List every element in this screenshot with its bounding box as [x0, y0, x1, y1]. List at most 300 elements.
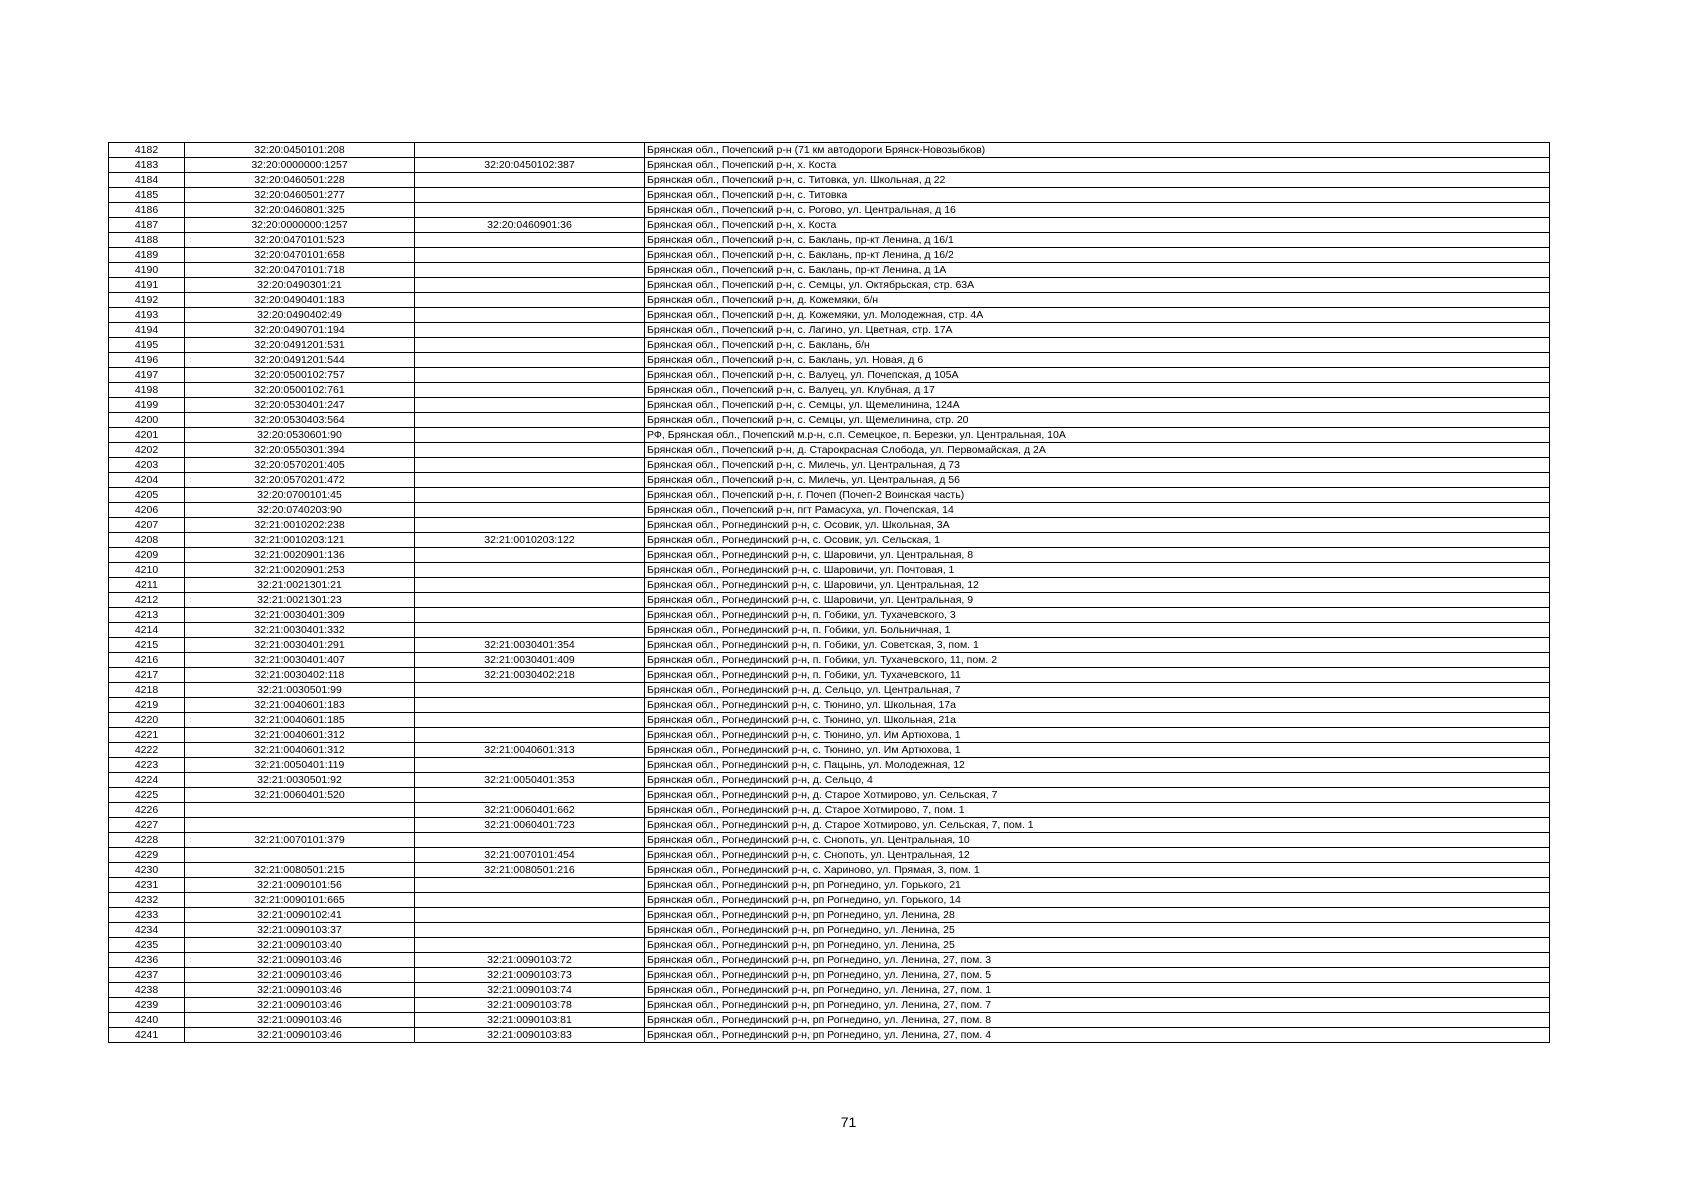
cadastral-number-cell: 32:21:0080501:215 — [185, 863, 415, 878]
related-cadastral-number-cell: 32:21:0090103:78 — [415, 998, 645, 1013]
table-row — [109, 428, 1550, 443]
page-number: 71 — [840, 1114, 857, 1130]
table-row — [109, 908, 1550, 923]
address-cell: Брянская обл., Рогнединский р-н, с. Шаровичи, ул. Центральная, 9 — [645, 593, 1550, 608]
address-cell: Брянская обл., Рогнединский р-н, с. Тюнино, ул. Им Артюхова, 1 — [645, 743, 1550, 758]
table-row — [109, 158, 1550, 173]
cadastral-number-cell: 32:21:0010202:238 — [185, 518, 415, 533]
related-cadastral-number-cell — [415, 143, 645, 158]
table-row — [109, 713, 1550, 728]
related-cadastral-number-cell — [415, 683, 645, 698]
row-number-cell: 4206 — [109, 503, 185, 518]
cadastral-number-cell: 32:20:0460801:325 — [185, 203, 415, 218]
address-cell: Брянская обл., Рогнединский р-н, с. Шаровичи, ул. Центральная, 12 — [645, 578, 1550, 593]
related-cadastral-number-cell — [415, 338, 645, 353]
row-number-cell: 4205 — [109, 488, 185, 503]
related-cadastral-number-cell — [415, 293, 645, 308]
address-cell: Брянская обл., Почепский р-н, с. Валуец, ул. Клубная, д 17 — [645, 383, 1550, 398]
row-number-cell: 4219 — [109, 698, 185, 713]
row-number-cell: 4197 — [109, 368, 185, 383]
table-row — [109, 653, 1550, 668]
table-row — [109, 308, 1550, 323]
table-row — [109, 593, 1550, 608]
cadastral-number-cell: 32:20:0530401:247 — [185, 398, 415, 413]
table-row — [109, 413, 1550, 428]
row-number-cell: 4193 — [109, 308, 185, 323]
table-row — [109, 803, 1550, 818]
row-number-cell: 4187 — [109, 218, 185, 233]
row-number-cell: 4183 — [109, 158, 185, 173]
cadastral-number-cell: 32:21:0021301:21 — [185, 578, 415, 593]
cadastral-number-cell: 32:21:0090103:46 — [185, 1028, 415, 1043]
address-cell: Брянская обл., Почепский р-н, с. Баклань, пр-кт Ленина, д 16/1 — [645, 233, 1550, 248]
table-row — [109, 998, 1550, 1013]
related-cadastral-number-cell: 32:21:0090103:74 — [415, 983, 645, 998]
row-number-cell: 4215 — [109, 638, 185, 653]
related-cadastral-number-cell — [415, 593, 645, 608]
address-cell: Брянская обл., Рогнединский р-н, д. Старое Хотмирово, ул. Сельская, 7, пом. 1 — [645, 818, 1550, 833]
row-number-cell: 4201 — [109, 428, 185, 443]
address-cell: Брянская обл., Рогнединский р-н, рп Рогнедино, ул. Ленина, 28 — [645, 908, 1550, 923]
row-number-cell: 4209 — [109, 548, 185, 563]
address-cell: Брянская обл., Рогнединский р-н, рп Рогнедино, ул. Ленина, 25 — [645, 923, 1550, 938]
row-number-cell: 4224 — [109, 773, 185, 788]
cadastral-number-cell: 32:20:0530403:564 — [185, 413, 415, 428]
cadastral-number-cell: 32:21:0090103:46 — [185, 983, 415, 998]
table-row — [109, 968, 1550, 983]
related-cadastral-number-cell — [415, 758, 645, 773]
cadastral-number-cell: 32:21:0021301:23 — [185, 593, 415, 608]
row-number-cell: 4232 — [109, 893, 185, 908]
table-row — [109, 638, 1550, 653]
cadastral-number-cell — [185, 848, 415, 863]
related-cadastral-number-cell: 32:21:0060401:723 — [415, 818, 645, 833]
table-row — [109, 848, 1550, 863]
row-number-cell: 4223 — [109, 758, 185, 773]
related-cadastral-number-cell: 32:21:0080501:216 — [415, 863, 645, 878]
cadastral-number-cell: 32:21:0010203:121 — [185, 533, 415, 548]
row-number-cell: 4184 — [109, 173, 185, 188]
table-row — [109, 518, 1550, 533]
cadastral-number-cell: 32:20:0000000:1257 — [185, 218, 415, 233]
address-cell: Брянская обл., Рогнединский р-н, рп Рогнедино, ул. Ленина, 27, пом. 5 — [645, 968, 1550, 983]
related-cadastral-number-cell: 32:21:0090103:81 — [415, 1013, 645, 1028]
related-cadastral-number-cell — [415, 413, 645, 428]
row-number-cell: 4200 — [109, 413, 185, 428]
related-cadastral-number-cell — [415, 233, 645, 248]
cadastral-number-cell: 32:20:0491201:531 — [185, 338, 415, 353]
row-number-cell: 4186 — [109, 203, 185, 218]
cadastral-number-cell — [185, 818, 415, 833]
row-number-cell: 4214 — [109, 623, 185, 638]
cadastral-number-cell: 32:20:0740203:90 — [185, 503, 415, 518]
related-cadastral-number-cell: 32:21:0060401:662 — [415, 803, 645, 818]
row-number-cell: 4217 — [109, 668, 185, 683]
row-number-cell: 4231 — [109, 878, 185, 893]
related-cadastral-number-cell: 32:21:0030401:354 — [415, 638, 645, 653]
cadastral-number-cell: 32:21:0030401:332 — [185, 623, 415, 638]
table-row — [109, 878, 1550, 893]
cadastral-number-cell: 32:20:0490701:194 — [185, 323, 415, 338]
address-cell: Брянская обл., Рогнединский р-н, д. Старое Хотмирово, ул. Сельская, 7 — [645, 788, 1550, 803]
related-cadastral-number-cell — [415, 938, 645, 953]
table-row — [109, 608, 1550, 623]
registry-table-container — [108, 142, 1549, 1043]
row-number-cell: 4227 — [109, 818, 185, 833]
related-cadastral-number-cell — [415, 908, 645, 923]
row-number-cell: 4241 — [109, 1028, 185, 1043]
address-cell: Брянская обл., Почепский р-н, с. Баклань, б/н — [645, 338, 1550, 353]
row-number-cell: 4211 — [109, 578, 185, 593]
related-cadastral-number-cell — [415, 368, 645, 383]
related-cadastral-number-cell — [415, 728, 645, 743]
address-cell: Брянская обл., Почепский р-н, г. Почеп (Почеп-2 Воинская часть) — [645, 488, 1550, 503]
row-number-cell: 4189 — [109, 248, 185, 263]
cadastral-number-cell: 32:21:0060401:520 — [185, 788, 415, 803]
cadastral-number-cell: 32:20:0490401:183 — [185, 293, 415, 308]
table-row — [109, 218, 1550, 233]
address-cell: Брянская обл., Рогнединский р-н, п. Гобики, ул. Тухачевского, 3 — [645, 608, 1550, 623]
row-number-cell: 4208 — [109, 533, 185, 548]
row-number-cell: 4207 — [109, 518, 185, 533]
table-row — [109, 533, 1550, 548]
table-row — [109, 1013, 1550, 1028]
table-row — [109, 1028, 1550, 1043]
cadastral-number-cell: 32:21:0030501:92 — [185, 773, 415, 788]
address-cell: Брянская обл., Рогнединский р-н, с. Тюнино, ул. Школьная, 17а — [645, 698, 1550, 713]
table-row — [109, 563, 1550, 578]
registry-table — [108, 142, 1550, 1043]
table-row — [109, 263, 1550, 278]
address-cell: Брянская обл., Рогнединский р-н, рп Рогнедино, ул. Ленина, 27, пом. 1 — [645, 983, 1550, 998]
address-cell: Брянская обл., Почепский р-н, с. Семцы, ул. Октябрьская, стр. 63А — [645, 278, 1550, 293]
table-row — [109, 863, 1550, 878]
related-cadastral-number-cell — [415, 203, 645, 218]
related-cadastral-number-cell: 32:21:0030402:218 — [415, 668, 645, 683]
table-row — [109, 248, 1550, 263]
cadastral-number-cell: 32:20:0570201:405 — [185, 458, 415, 473]
table-row — [109, 233, 1550, 248]
table-row — [109, 173, 1550, 188]
cadastral-number-cell: 32:21:0090103:46 — [185, 953, 415, 968]
related-cadastral-number-cell — [415, 308, 645, 323]
address-cell: Брянская обл., Почепский р-н, с. Милечь, ул. Центральная, д 56 — [645, 473, 1550, 488]
row-number-cell: 4185 — [109, 188, 185, 203]
address-cell: Брянская обл., Рогнединский р-н, с. Осовик, ул. Школьная, 3А — [645, 518, 1550, 533]
related-cadastral-number-cell — [415, 263, 645, 278]
address-cell: Брянская обл., Рогнединский р-н, п. Гобики, ул. Советская, 3, пом. 1 — [645, 638, 1550, 653]
table-row — [109, 698, 1550, 713]
row-number-cell: 4204 — [109, 473, 185, 488]
related-cadastral-number-cell — [415, 188, 645, 203]
row-number-cell: 4226 — [109, 803, 185, 818]
address-cell: Брянская обл., Рогнединский р-н, рп Рогнедино, ул. Ленина, 27, пом. 7 — [645, 998, 1550, 1013]
cadastral-number-cell: 32:21:0030401:291 — [185, 638, 415, 653]
row-number-cell: 4212 — [109, 593, 185, 608]
address-cell: Брянская обл., Почепский р-н, с. Милечь, ул. Центральная, д 73 — [645, 458, 1550, 473]
table-row — [109, 188, 1550, 203]
address-cell: Брянская обл., Рогнединский р-н, рп Рогнедино, ул. Ленина, 27, пом. 4 — [645, 1028, 1550, 1043]
row-number-cell: 4239 — [109, 998, 185, 1013]
cadastral-number-cell: 32:21:0070101:379 — [185, 833, 415, 848]
cadastral-number-cell: 32:21:0050401:119 — [185, 758, 415, 773]
address-cell: Брянская обл., Почепский р-н (71 км автодороги Брянск-Новозыбков) — [645, 143, 1550, 158]
address-cell: Брянская обл., Рогнединский р-н, с. Осовик, ул. Сельская, 1 — [645, 533, 1550, 548]
table-row — [109, 203, 1550, 218]
related-cadastral-number-cell: 32:21:0070101:454 — [415, 848, 645, 863]
related-cadastral-number-cell — [415, 458, 645, 473]
table-row — [109, 278, 1550, 293]
row-number-cell: 4222 — [109, 743, 185, 758]
related-cadastral-number-cell: 32:20:0460901:36 — [415, 218, 645, 233]
table-row — [109, 458, 1550, 473]
address-cell: Брянская обл., Рогнединский р-н, с. Тюнино, ул. Им Артюхова, 1 — [645, 728, 1550, 743]
address-cell: Брянская обл., Рогнединский р-н, д. Сельцо, 4 — [645, 773, 1550, 788]
table-row — [109, 728, 1550, 743]
table-row — [109, 623, 1550, 638]
address-cell: Брянская обл., Почепский р-н, с. Титовка, ул. Школьная, д 22 — [645, 173, 1550, 188]
related-cadastral-number-cell — [415, 278, 645, 293]
row-number-cell: 4188 — [109, 233, 185, 248]
row-number-cell: 4191 — [109, 278, 185, 293]
row-number-cell: 4203 — [109, 458, 185, 473]
cadastral-number-cell: 32:21:0040601:312 — [185, 728, 415, 743]
cadastral-number-cell: 32:20:0470101:523 — [185, 233, 415, 248]
cadastral-number-cell: 32:20:0500102:761 — [185, 383, 415, 398]
table-row — [109, 293, 1550, 308]
cadastral-number-cell: 32:20:0491201:544 — [185, 353, 415, 368]
related-cadastral-number-cell — [415, 488, 645, 503]
row-number-cell: 4216 — [109, 653, 185, 668]
cadastral-number-cell: 32:21:0030402:118 — [185, 668, 415, 683]
address-cell: Брянская обл., Рогнединский р-н, п. Гобики, ул. Тухачевского, 11 — [645, 668, 1550, 683]
row-number-cell: 4237 — [109, 968, 185, 983]
table-row — [109, 143, 1550, 158]
cadastral-number-cell: 32:20:0570201:472 — [185, 473, 415, 488]
cadastral-number-cell: 32:21:0020901:253 — [185, 563, 415, 578]
cadastral-number-cell: 32:21:0090103:37 — [185, 923, 415, 938]
address-cell: Брянская обл., Рогнединский р-н, с. Снопоть, ул. Центральная, 10 — [645, 833, 1550, 848]
cadastral-number-cell: 32:21:0090103:46 — [185, 968, 415, 983]
address-cell: Брянская обл., Рогнединский р-н, рп Рогнедино, ул. Ленина, 25 — [645, 938, 1550, 953]
related-cadastral-number-cell: 32:21:0090103:73 — [415, 968, 645, 983]
related-cadastral-number-cell — [415, 428, 645, 443]
table-row — [109, 893, 1550, 908]
address-cell: Брянская обл., Рогнединский р-н, рп Рогнедино, ул. Горького, 21 — [645, 878, 1550, 893]
address-cell: Брянская обл., Рогнединский р-н, рп Рогнедино, ул. Ленина, 27, пом. 3 — [645, 953, 1550, 968]
cadastral-number-cell: 32:21:0030401:407 — [185, 653, 415, 668]
table-row — [109, 743, 1550, 758]
row-number-cell: 4220 — [109, 713, 185, 728]
row-number-cell: 4230 — [109, 863, 185, 878]
table-row — [109, 548, 1550, 563]
address-cell: Брянская обл., Рогнединский р-н, рп Рогнедино, ул. Ленина, 27, пом. 8 — [645, 1013, 1550, 1028]
address-cell: Брянская обл., Почепский р-н, с. Семцы, ул. Щемелинина, стр. 20 — [645, 413, 1550, 428]
address-cell: Брянская обл., Почепский р-н, с. Баклань, пр-кт Ленина, д 16/2 — [645, 248, 1550, 263]
cadastral-number-cell: 32:21:0090103:40 — [185, 938, 415, 953]
related-cadastral-number-cell — [415, 623, 645, 638]
related-cadastral-number-cell — [415, 398, 645, 413]
table-row — [109, 818, 1550, 833]
registry-table-body — [109, 143, 1550, 1043]
cadastral-number-cell: 32:20:0490301:21 — [185, 278, 415, 293]
row-number-cell: 4199 — [109, 398, 185, 413]
row-number-cell: 4182 — [109, 143, 185, 158]
table-row — [109, 383, 1550, 398]
cadastral-number-cell: 32:20:0460501:277 — [185, 188, 415, 203]
related-cadastral-number-cell — [415, 323, 645, 338]
address-cell: Брянская обл., Рогнединский р-н, п. Гобики, ул. Тухачевского, 11, пом. 2 — [645, 653, 1550, 668]
cadastral-number-cell: 32:20:0470101:718 — [185, 263, 415, 278]
table-row — [109, 488, 1550, 503]
address-cell: Брянская обл., Почепский р-н, с. Титовка — [645, 188, 1550, 203]
table-row — [109, 773, 1550, 788]
cadastral-number-cell: 32:20:0530601:90 — [185, 428, 415, 443]
address-cell: Брянская обл., Почепский р-н, с. Баклань, пр-кт Ленина, д 1А — [645, 263, 1550, 278]
address-cell: Брянская обл., Рогнединский р-н, с. Пацынь, ул. Молодежная, 12 — [645, 758, 1550, 773]
table-row — [109, 788, 1550, 803]
cadastral-number-cell: 32:20:0490402:49 — [185, 308, 415, 323]
cadastral-number-cell: 32:20:0500102:757 — [185, 368, 415, 383]
row-number-cell: 4238 — [109, 983, 185, 998]
address-cell: РФ, Брянская обл., Почепский м.р-н, с.п. Семецкое, п. Березки, ул. Центральная, 10А — [645, 428, 1550, 443]
table-row — [109, 323, 1550, 338]
table-row — [109, 683, 1550, 698]
address-cell: Брянская обл., Почепский р-н, с. Баклань, ул. Новая, д 6 — [645, 353, 1550, 368]
cadastral-number-cell: 32:21:0090101:665 — [185, 893, 415, 908]
cadastral-number-cell: 32:21:0030501:99 — [185, 683, 415, 698]
cadastral-number-cell: 32:20:0470101:658 — [185, 248, 415, 263]
cadastral-number-cell: 32:21:0030401:309 — [185, 608, 415, 623]
address-cell: Брянская обл., Почепский р-н, с. Семцы, ул. Щемелинина, 124А — [645, 398, 1550, 413]
address-cell: Брянская обл., Рогнединский р-н, рп Рогнедино, ул. Горького, 14 — [645, 893, 1550, 908]
table-row — [109, 953, 1550, 968]
table-row — [109, 338, 1550, 353]
cadastral-number-cell: 32:20:0460501:228 — [185, 173, 415, 188]
cadastral-number-cell: 32:20:0550301:394 — [185, 443, 415, 458]
address-cell: Брянская обл., Почепский р-н, д. Кожемяки, б/н — [645, 293, 1550, 308]
related-cadastral-number-cell: 32:21:0010203:122 — [415, 533, 645, 548]
related-cadastral-number-cell — [415, 608, 645, 623]
address-cell: Брянская обл., Рогнединский р-н, с. Хариново, ул. Прямая, 3, пом. 1 — [645, 863, 1550, 878]
related-cadastral-number-cell — [415, 713, 645, 728]
address-cell: Брянская обл., Почепский р-н, д. Старокрасная Слобода, ул. Первомайская, д 2А — [645, 443, 1550, 458]
address-cell: Брянская обл., Рогнединский р-н, д. Старое Хотмирово, 7, пом. 1 — [645, 803, 1550, 818]
related-cadastral-number-cell — [415, 698, 645, 713]
table-row — [109, 938, 1550, 953]
address-cell: Брянская обл., Рогнединский р-н, с. Шаровичи, ул. Центральная, 8 — [645, 548, 1550, 563]
related-cadastral-number-cell: 32:21:0040601:313 — [415, 743, 645, 758]
row-number-cell: 4240 — [109, 1013, 185, 1028]
row-number-cell: 4228 — [109, 833, 185, 848]
cadastral-number-cell: 32:21:0040601:185 — [185, 713, 415, 728]
row-number-cell: 4196 — [109, 353, 185, 368]
related-cadastral-number-cell — [415, 443, 645, 458]
related-cadastral-number-cell — [415, 833, 645, 848]
row-number-cell: 4235 — [109, 938, 185, 953]
table-row — [109, 923, 1550, 938]
cadastral-number-cell: 32:20:0000000:1257 — [185, 158, 415, 173]
related-cadastral-number-cell — [415, 788, 645, 803]
related-cadastral-number-cell — [415, 518, 645, 533]
table-row — [109, 503, 1550, 518]
related-cadastral-number-cell — [415, 578, 645, 593]
cadastral-number-cell: 32:21:0090102:41 — [185, 908, 415, 923]
row-number-cell: 4202 — [109, 443, 185, 458]
address-cell: Брянская обл., Почепский р-н, х. Коста — [645, 158, 1550, 173]
related-cadastral-number-cell: 32:21:0030401:409 — [415, 653, 645, 668]
table-row — [109, 398, 1550, 413]
cadastral-number-cell: 32:20:0700101:45 — [185, 488, 415, 503]
cadastral-number-cell: 32:21:0040601:183 — [185, 698, 415, 713]
row-number-cell: 4210 — [109, 563, 185, 578]
table-row — [109, 443, 1550, 458]
related-cadastral-number-cell — [415, 893, 645, 908]
related-cadastral-number-cell: 32:21:0090103:72 — [415, 953, 645, 968]
cadastral-number-cell — [185, 803, 415, 818]
related-cadastral-number-cell — [415, 473, 645, 488]
address-cell: Брянская обл., Рогнединский р-н, д. Сельцо, ул. Центральная, 7 — [645, 683, 1550, 698]
address-cell: Брянская обл., Почепский р-н, с. Лагино, ул. Цветная, стр. 17А — [645, 323, 1550, 338]
table-row — [109, 578, 1550, 593]
cadastral-number-cell: 32:21:0040601:312 — [185, 743, 415, 758]
cadastral-number-cell: 32:21:0090101:56 — [185, 878, 415, 893]
row-number-cell: 4190 — [109, 263, 185, 278]
cadastral-number-cell: 32:21:0090103:46 — [185, 998, 415, 1013]
table-row — [109, 833, 1550, 848]
address-cell: Брянская обл., Рогнединский р-н, с. Снопоть, ул. Центральная, 12 — [645, 848, 1550, 863]
related-cadastral-number-cell — [415, 923, 645, 938]
related-cadastral-number-cell — [415, 353, 645, 368]
related-cadastral-number-cell: 32:20:0450102:387 — [415, 158, 645, 173]
related-cadastral-number-cell: 32:21:0090103:83 — [415, 1028, 645, 1043]
address-cell: Брянская обл., Рогнединский р-н, п. Гобики, ул. Больничная, 1 — [645, 623, 1550, 638]
address-cell: Брянская обл., Рогнединский р-н, с. Шаровичи, ул. Почтовая, 1 — [645, 563, 1550, 578]
row-number-cell: 4194 — [109, 323, 185, 338]
table-row — [109, 758, 1550, 773]
cadastral-number-cell: 32:21:0020901:136 — [185, 548, 415, 563]
row-number-cell: 4195 — [109, 338, 185, 353]
related-cadastral-number-cell — [415, 563, 645, 578]
cadastral-number-cell: 32:21:0090103:46 — [185, 1013, 415, 1028]
related-cadastral-number-cell — [415, 383, 645, 398]
table-row — [109, 473, 1550, 488]
address-cell: Брянская обл., Почепский р-н, с. Валуец, ул. Почепская, д 105А — [645, 368, 1550, 383]
row-number-cell: 4229 — [109, 848, 185, 863]
table-row — [109, 668, 1550, 683]
address-cell: Брянская обл., Почепский р-н, с. Рогово, ул. Центральная, д 16 — [645, 203, 1550, 218]
row-number-cell: 4192 — [109, 293, 185, 308]
related-cadastral-number-cell — [415, 248, 645, 263]
row-number-cell: 4218 — [109, 683, 185, 698]
related-cadastral-number-cell — [415, 173, 645, 188]
related-cadastral-number-cell — [415, 503, 645, 518]
row-number-cell: 4213 — [109, 608, 185, 623]
row-number-cell: 4233 — [109, 908, 185, 923]
row-number-cell: 4225 — [109, 788, 185, 803]
address-cell: Брянская обл., Рогнединский р-н, с. Тюнино, ул. Школьная, 21а — [645, 713, 1550, 728]
address-cell: Брянская обл., Почепский р-н, пгт Рамасуха, ул. Почепская, 14 — [645, 503, 1550, 518]
table-row — [109, 983, 1550, 998]
related-cadastral-number-cell — [415, 548, 645, 563]
row-number-cell: 4234 — [109, 923, 185, 938]
table-row — [109, 353, 1550, 368]
cadastral-number-cell: 32:20:0450101:208 — [185, 143, 415, 158]
row-number-cell: 4198 — [109, 383, 185, 398]
address-cell: Брянская обл., Почепский р-н, д. Кожемяки, ул. Молодежная, стр. 4А — [645, 308, 1550, 323]
table-row — [109, 368, 1550, 383]
related-cadastral-number-cell: 32:21:0050401:353 — [415, 773, 645, 788]
